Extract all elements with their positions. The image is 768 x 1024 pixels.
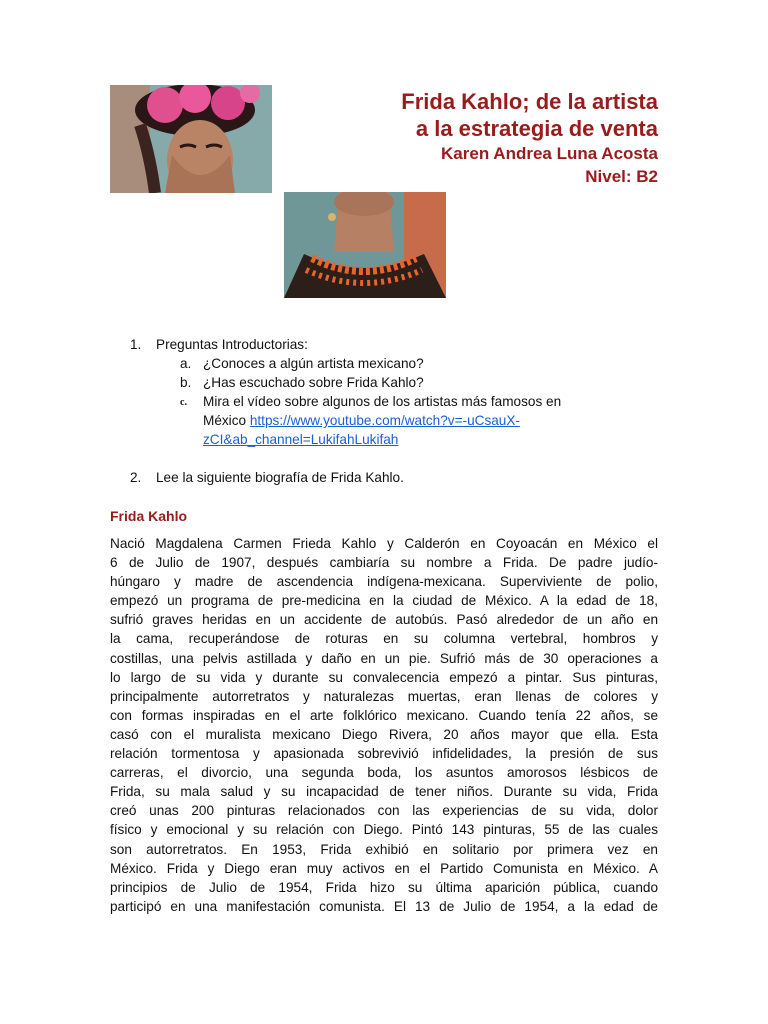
questions-list — [110, 335, 658, 487]
biography-line: Frida, su mala salud y su incapacidad de tener niños. Durante su vida, Frida — [110, 784, 658, 800]
list-item-2 — [110, 468, 658, 487]
sub-item-b — [110, 373, 658, 392]
biography-line: lo largo de su vida y durante su convalecencia empezó a pintar. Sus pinturas, — [110, 669, 658, 685]
biography-line: húngaro y madre de ascendencia indígena-mexicana. Superviviente de polio, — [110, 574, 658, 590]
biography-line: casó con el muralista mexicano Diego Rivera, 20 años mayor que ella. Esta — [110, 726, 658, 742]
biography-line: relación tormentosa y apasionada sobrevivió infidelidades, la presión de sus — [110, 746, 658, 762]
sub-item-text: Mira el vídeo sobre algunos de los artistas más famosos en — [203, 394, 562, 409]
level-label: Nivel: B2 — [585, 167, 658, 186]
sub-item-letter: a. — [180, 356, 192, 371]
frida-portrait-face-photo — [110, 85, 272, 193]
biography-line: carreras, el divorcio, una segunda boda, los asuntos amorosos lésbicos de — [110, 765, 658, 781]
document-title-line-2: a la estrategia de venta — [415, 116, 658, 141]
sub-item-letter: c. — [180, 397, 187, 408]
biography-line: México. Frida y Diego eran muy activos en el Partido Comunista en México. A — [110, 860, 658, 876]
biography-line: creó unas 200 pinturas relacionados con las experiencias de su vida, dolor — [110, 803, 658, 819]
biography-line: sufrió graves heridas en un accidente de autobús. Pasó alrededor de un año en — [110, 612, 658, 628]
biography-line: con formas inspiradas en el arte folklórico mexicano. Cuando tenía 22 años, se — [110, 707, 658, 723]
sub-item-text-mexico: México — [203, 413, 247, 428]
sub-item-c — [110, 392, 658, 449]
list-number: 2. — [130, 470, 142, 485]
sub-item-text: ¿Has escuchado sobre Frida Kahlo? — [203, 375, 424, 390]
biography-paragraph — [110, 534, 658, 916]
biography-line: la cama, recuperándose de roturas en su columna vertebral, hombros y — [110, 631, 658, 647]
biography-line: principios de Julio de 1954, Frida hizo su última aparición pública, cuando — [110, 879, 658, 895]
list-item-1 — [110, 335, 658, 354]
section-heading: Frida Kahlo — [110, 508, 188, 524]
document-header — [401, 88, 658, 188]
youtube-link-continued[interactable]: zCI&ab_channel=LukifahLukifah — [203, 432, 399, 447]
biography-line: son autorretratos. En 1953, Frida exhibió en solitario por primera vez en — [110, 841, 658, 857]
list-item-text: Lee la siguiente biografía de Frida Kahlo. — [156, 470, 404, 485]
frida-portrait-neck-photo — [284, 192, 446, 298]
sub-item-text: ¿Conoces a algún artista mexicano? — [203, 356, 424, 371]
biography-line: participó en una manifestación comunista. El 13 de Julio de 1954, a la edad de — [110, 898, 658, 914]
list-item-text: Preguntas Introductorias: — [156, 337, 308, 352]
youtube-link[interactable]: https://www.youtube.com/watch?v=-uCsauX- — [249, 413, 520, 428]
biography-line: empezó un programa de pre-medicina en la ciudad de México. A la edad de 18, — [110, 593, 658, 609]
biography-line: Nació Magdalena Carmen Frieda Kahlo y Calderón en Coyoacán en México el — [110, 536, 658, 551]
biography-line: 6 de Julio de 1907, después cambiaría su nombre a Frida. De padre judío- — [110, 555, 658, 571]
biography-line: principalmente autorretratos y naturalezas muertas, eran llenas de colores y — [110, 688, 658, 704]
sub-item-a — [110, 354, 658, 373]
author-name: Karen Andrea Luna Acosta — [441, 144, 658, 163]
list-number: 1. — [130, 337, 142, 352]
sub-item-letter: b. — [180, 375, 192, 390]
biography-line: costillas, una pelvis astillada y daño en un pie. Sufrió más de 30 operaciones a — [110, 650, 658, 666]
biography-line: físico y emocional y su relación con Diego. Pintó 143 pinturas, 55 de las cuales — [110, 822, 658, 838]
document-title-line-1: Frida Kahlo; de la artista — [401, 89, 658, 114]
